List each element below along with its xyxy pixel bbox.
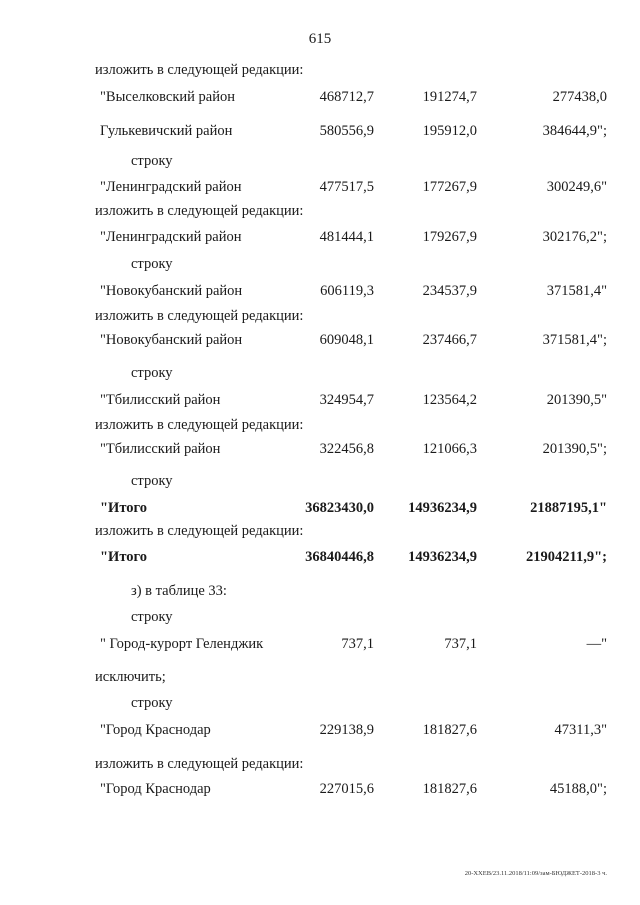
- row-value-3: 371581,4": [546, 283, 607, 299]
- instruction-text: строку: [131, 365, 173, 381]
- row-value-3: 371581,4";: [542, 332, 607, 348]
- instruction-line: [0, 415, 640, 435]
- row-value-total: 609048,1: [319, 332, 374, 348]
- row-name: "Тбилисский район: [100, 441, 221, 457]
- row-name: "Итого: [100, 500, 147, 516]
- table-row: [0, 390, 640, 410]
- instruction-text: строку: [131, 153, 173, 169]
- row-value-total: 477517,5: [319, 179, 374, 195]
- row-value-2: 181827,6: [422, 722, 477, 738]
- instruction-line: [0, 151, 640, 171]
- row-name: "Итого: [100, 549, 147, 565]
- instruction-line: [0, 471, 640, 491]
- row-value-3: 47311,3": [554, 722, 607, 738]
- table-row: [0, 720, 640, 740]
- table-row: [0, 634, 640, 654]
- row-value-total: 606119,3: [320, 283, 374, 299]
- page-number: 615: [308, 31, 332, 47]
- row-value-2: 234537,9: [422, 283, 477, 299]
- row-value-3: 201390,5": [546, 392, 607, 408]
- row-value-total: 229138,9: [319, 722, 374, 738]
- row-value-total: 737,1: [341, 636, 374, 652]
- row-value-total: 36840446,8: [305, 549, 374, 565]
- instruction-line: [0, 521, 640, 541]
- instruction-text: строку: [131, 609, 173, 625]
- instruction-line: [0, 363, 640, 383]
- row-name: "Тбилисский район: [100, 392, 221, 408]
- table-row: [0, 439, 640, 459]
- table-row: [0, 87, 640, 107]
- instruction-line: [0, 754, 640, 774]
- instruction-text: з) в таблице 33:: [131, 583, 227, 599]
- row-name: "Город Краснодар: [100, 722, 211, 738]
- row-value-total: 580556,9: [319, 123, 374, 139]
- row-value-total: 324954,7: [319, 392, 374, 408]
- row-value-3: 300249,6": [546, 179, 607, 195]
- row-value-total: 227015,6: [319, 781, 374, 797]
- row-value-3: 302176,2";: [542, 229, 607, 245]
- instruction-text: строку: [131, 695, 173, 711]
- row-name: "Новокубанский район: [100, 332, 243, 348]
- row-value-2: 237466,7: [422, 332, 477, 348]
- instruction-text: строку: [131, 256, 173, 272]
- row-value-3: 45188,0";: [549, 781, 607, 797]
- row-value-2: 14936234,9: [408, 500, 477, 516]
- row-value-3: 384644,9";: [542, 123, 607, 139]
- row-value-total: 322456,8: [319, 441, 374, 457]
- row-value-3: 21887195,1": [530, 500, 607, 516]
- row-name: "Выселковский район: [100, 89, 236, 105]
- document-footer-code: 20-ХХЕВ/23.11.2018/11:09/зам-БЮДЖЕТ-2018-3 ч.: [464, 870, 607, 877]
- table-row: [0, 177, 640, 197]
- table-row: [0, 121, 640, 141]
- instruction-text: изложить в следующей редакции:: [95, 308, 304, 324]
- row-value-2: 191274,7: [422, 89, 477, 105]
- row-name: "Город Краснодар: [100, 781, 211, 797]
- instruction-line: [0, 60, 640, 80]
- instruction-text: изложить в следующей редакции:: [95, 523, 304, 539]
- row-name: " Город-курорт Геленджик: [100, 636, 264, 652]
- row-name: "Ленинградский район: [100, 179, 242, 195]
- table-row: [0, 281, 640, 301]
- row-value-2: 737,1: [444, 636, 477, 652]
- instruction-line: [0, 581, 640, 601]
- row-value-3: 201390,5";: [542, 441, 607, 457]
- table-row: [0, 330, 640, 350]
- row-name: "Ленинградский район: [100, 229, 242, 245]
- instruction-text: изложить в следующей редакции:: [95, 62, 304, 78]
- instruction-text: изложить в следующей редакции:: [95, 417, 304, 433]
- row-value-total: 36823430,0: [305, 500, 374, 516]
- row-value-3: —": [586, 636, 607, 652]
- row-value-2: 181827,6: [422, 781, 477, 797]
- instruction-text: изложить в следующей редакции:: [95, 203, 304, 219]
- row-value-total: 468712,7: [319, 89, 374, 105]
- instruction-line: [0, 667, 640, 687]
- row-name: "Новокубанский район: [100, 283, 243, 299]
- row-value-2: 14936234,9: [408, 549, 477, 565]
- instruction-line: [0, 607, 640, 627]
- row-name: Гулькевичский район: [100, 123, 233, 139]
- instruction-text: строку: [131, 473, 173, 489]
- instruction-line: [0, 693, 640, 713]
- instruction-line: [0, 201, 640, 221]
- instruction-text: изложить в следующей редакции:: [95, 756, 304, 772]
- table-row: [0, 547, 640, 567]
- row-value-3: 277438,0: [552, 89, 607, 105]
- row-value-3: 21904211,9";: [526, 549, 607, 565]
- table-row: [0, 498, 640, 518]
- instruction-line: [0, 254, 640, 274]
- row-value-2: 121066,3: [422, 441, 477, 457]
- table-row: [0, 227, 640, 247]
- table-row: [0, 779, 640, 799]
- instruction-line: [0, 306, 640, 326]
- row-value-2: 179267,9: [422, 229, 477, 245]
- row-value-2: 123564,2: [422, 392, 477, 408]
- row-value-total: 481444,1: [319, 229, 374, 245]
- instruction-text: исключить;: [95, 669, 166, 685]
- row-value-2: 195912,0: [422, 123, 477, 139]
- row-value-2: 177267,9: [422, 179, 477, 195]
